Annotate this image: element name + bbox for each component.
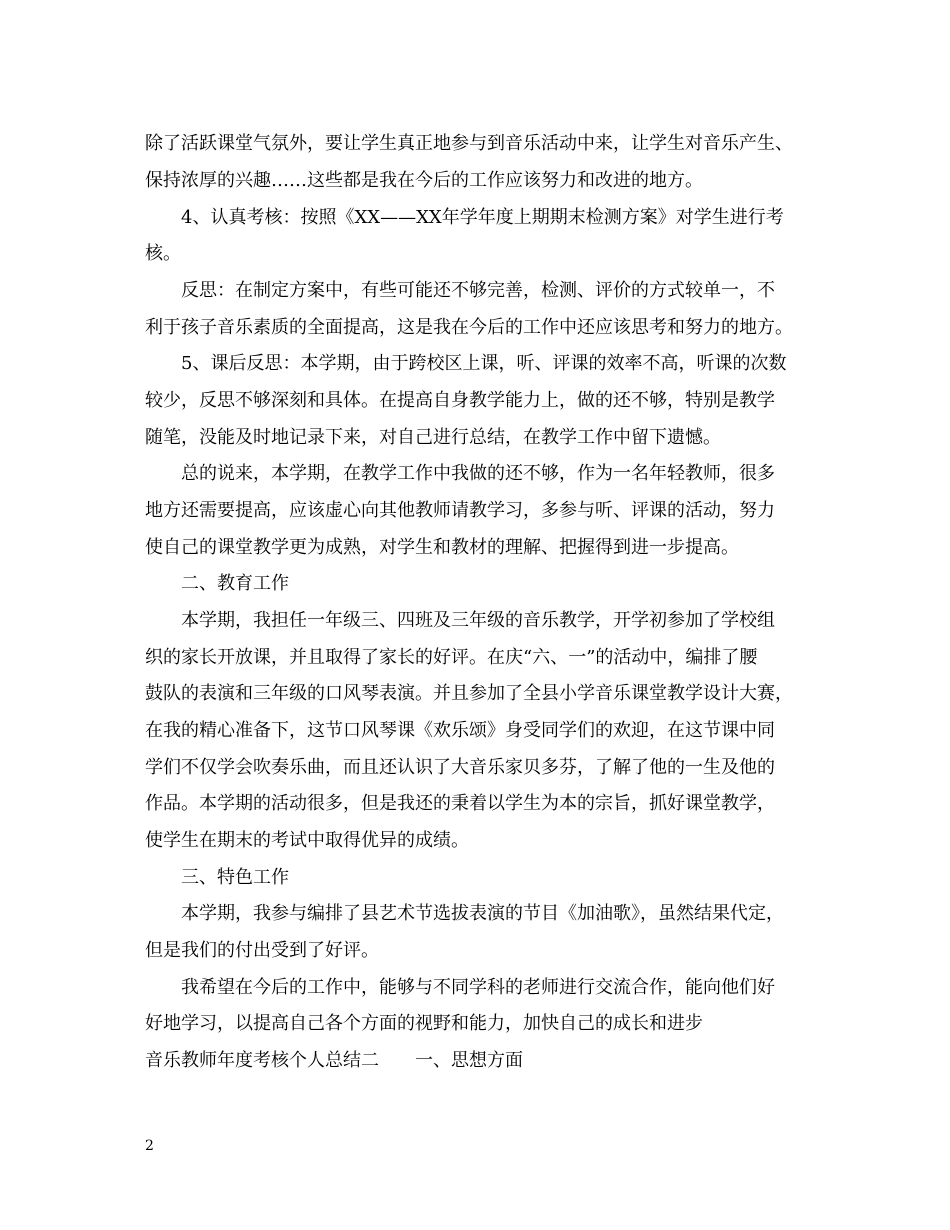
paragraph-line: 在我的精心准备下，这节口风琴课《欢乐颂》身受同学们的欢迎，在这节课中同 [145, 720, 775, 741]
paragraph-line: 除了活跃课堂气氛外，要让学生真正地参与到音乐活动中来，让学生对音乐产生、 [145, 133, 793, 154]
paragraph-line: 总的说来，本学期，在教学工作中我做的还不够，作为一名年轻教师，很多 [181, 463, 775, 484]
paragraph-line: 4、认真考核：按照《XX——XX年学年度上期期末检测方案》对学生进行考 [181, 207, 784, 228]
page-number: 2 [145, 1138, 154, 1154]
paragraph-line: 随笔，没能及时地记录下来，对自己进行总结，在教学工作中留下遗憾。 [145, 427, 721, 448]
paragraph-line: 本学期，我担任一年级三、四班及三年级的音乐教学，开学初参加了学校组 [181, 610, 775, 631]
paragraph-line: 我希望在今后的工作中，能够与不同学科的老师进行交流合作，能向他们好 [181, 977, 775, 998]
paragraph-line: 地方还需要提高，应该虚心向其他教师请教学习，多参与听、评课的活动，努力 [145, 500, 775, 521]
paragraph-line: 较少，反思不够深刻和具体。在提高自身教学能力上，做的还不够，特别是教学 [145, 390, 775, 411]
section-heading: 二、教育工作 [181, 573, 289, 594]
paragraph-line: 5、课后反思：本学期，由于跨校区上课，听、评课的效率不高，听课的次数 [181, 353, 787, 374]
paragraph-line: 使学生在期末的考试中取得优异的成绩。 [145, 830, 469, 851]
section-heading: 三、特色工作 [181, 867, 289, 888]
paragraph-line: 作品。本学期的活动很多，但是我还的秉着以学生为本的宗旨，抓好课堂教学， [145, 793, 775, 814]
paragraph-line: 使自己的课堂教学更为成熟，对学生和教材的理解、把握得到进一步提高。 [145, 537, 739, 558]
paragraph-line: 保持浓厚的兴趣……这些都是我在今后的工作应该努力和改进的地方。 [145, 170, 703, 191]
paragraph-line: 反思：在制定方案中，有些可能还不够完善，检测、评价的方式较单一，不 [181, 280, 775, 301]
paragraph-line: 鼓队的表演和三年级的口风琴表演。并且参加了全县小学音乐课堂教学设计大赛， [145, 683, 793, 704]
paragraph-line: 本学期，我参与编排了县艺术节选拔表演的节目《加油歌》，虽然结果代定， [181, 903, 784, 924]
paragraph-line: 利于孩子音乐素质的全面提高，这是我在今后的工作中还应该思考和努力的地方。 [145, 317, 793, 338]
paragraph-line: 但是我们的付出受到了好评。 [145, 940, 379, 961]
paragraph-line: 好地学习，以提高自己各个方面的视野和能力，加快自己的成长和进步 [145, 1013, 703, 1034]
paragraph-line: 学们不仅学会吹奏乐曲，而且还认识了大音乐家贝多芬，了解了他的一生及他的 [145, 757, 775, 778]
paragraph-line: 织的家长开放课，并且取得了家长的好评。在庆“六、一”的活动中，编排了腰 [145, 647, 758, 668]
document-title-line: 音乐教师年度考核个人总结二 一、思想方面 [145, 1050, 523, 1071]
paragraph-line: 核。 [145, 243, 181, 264]
